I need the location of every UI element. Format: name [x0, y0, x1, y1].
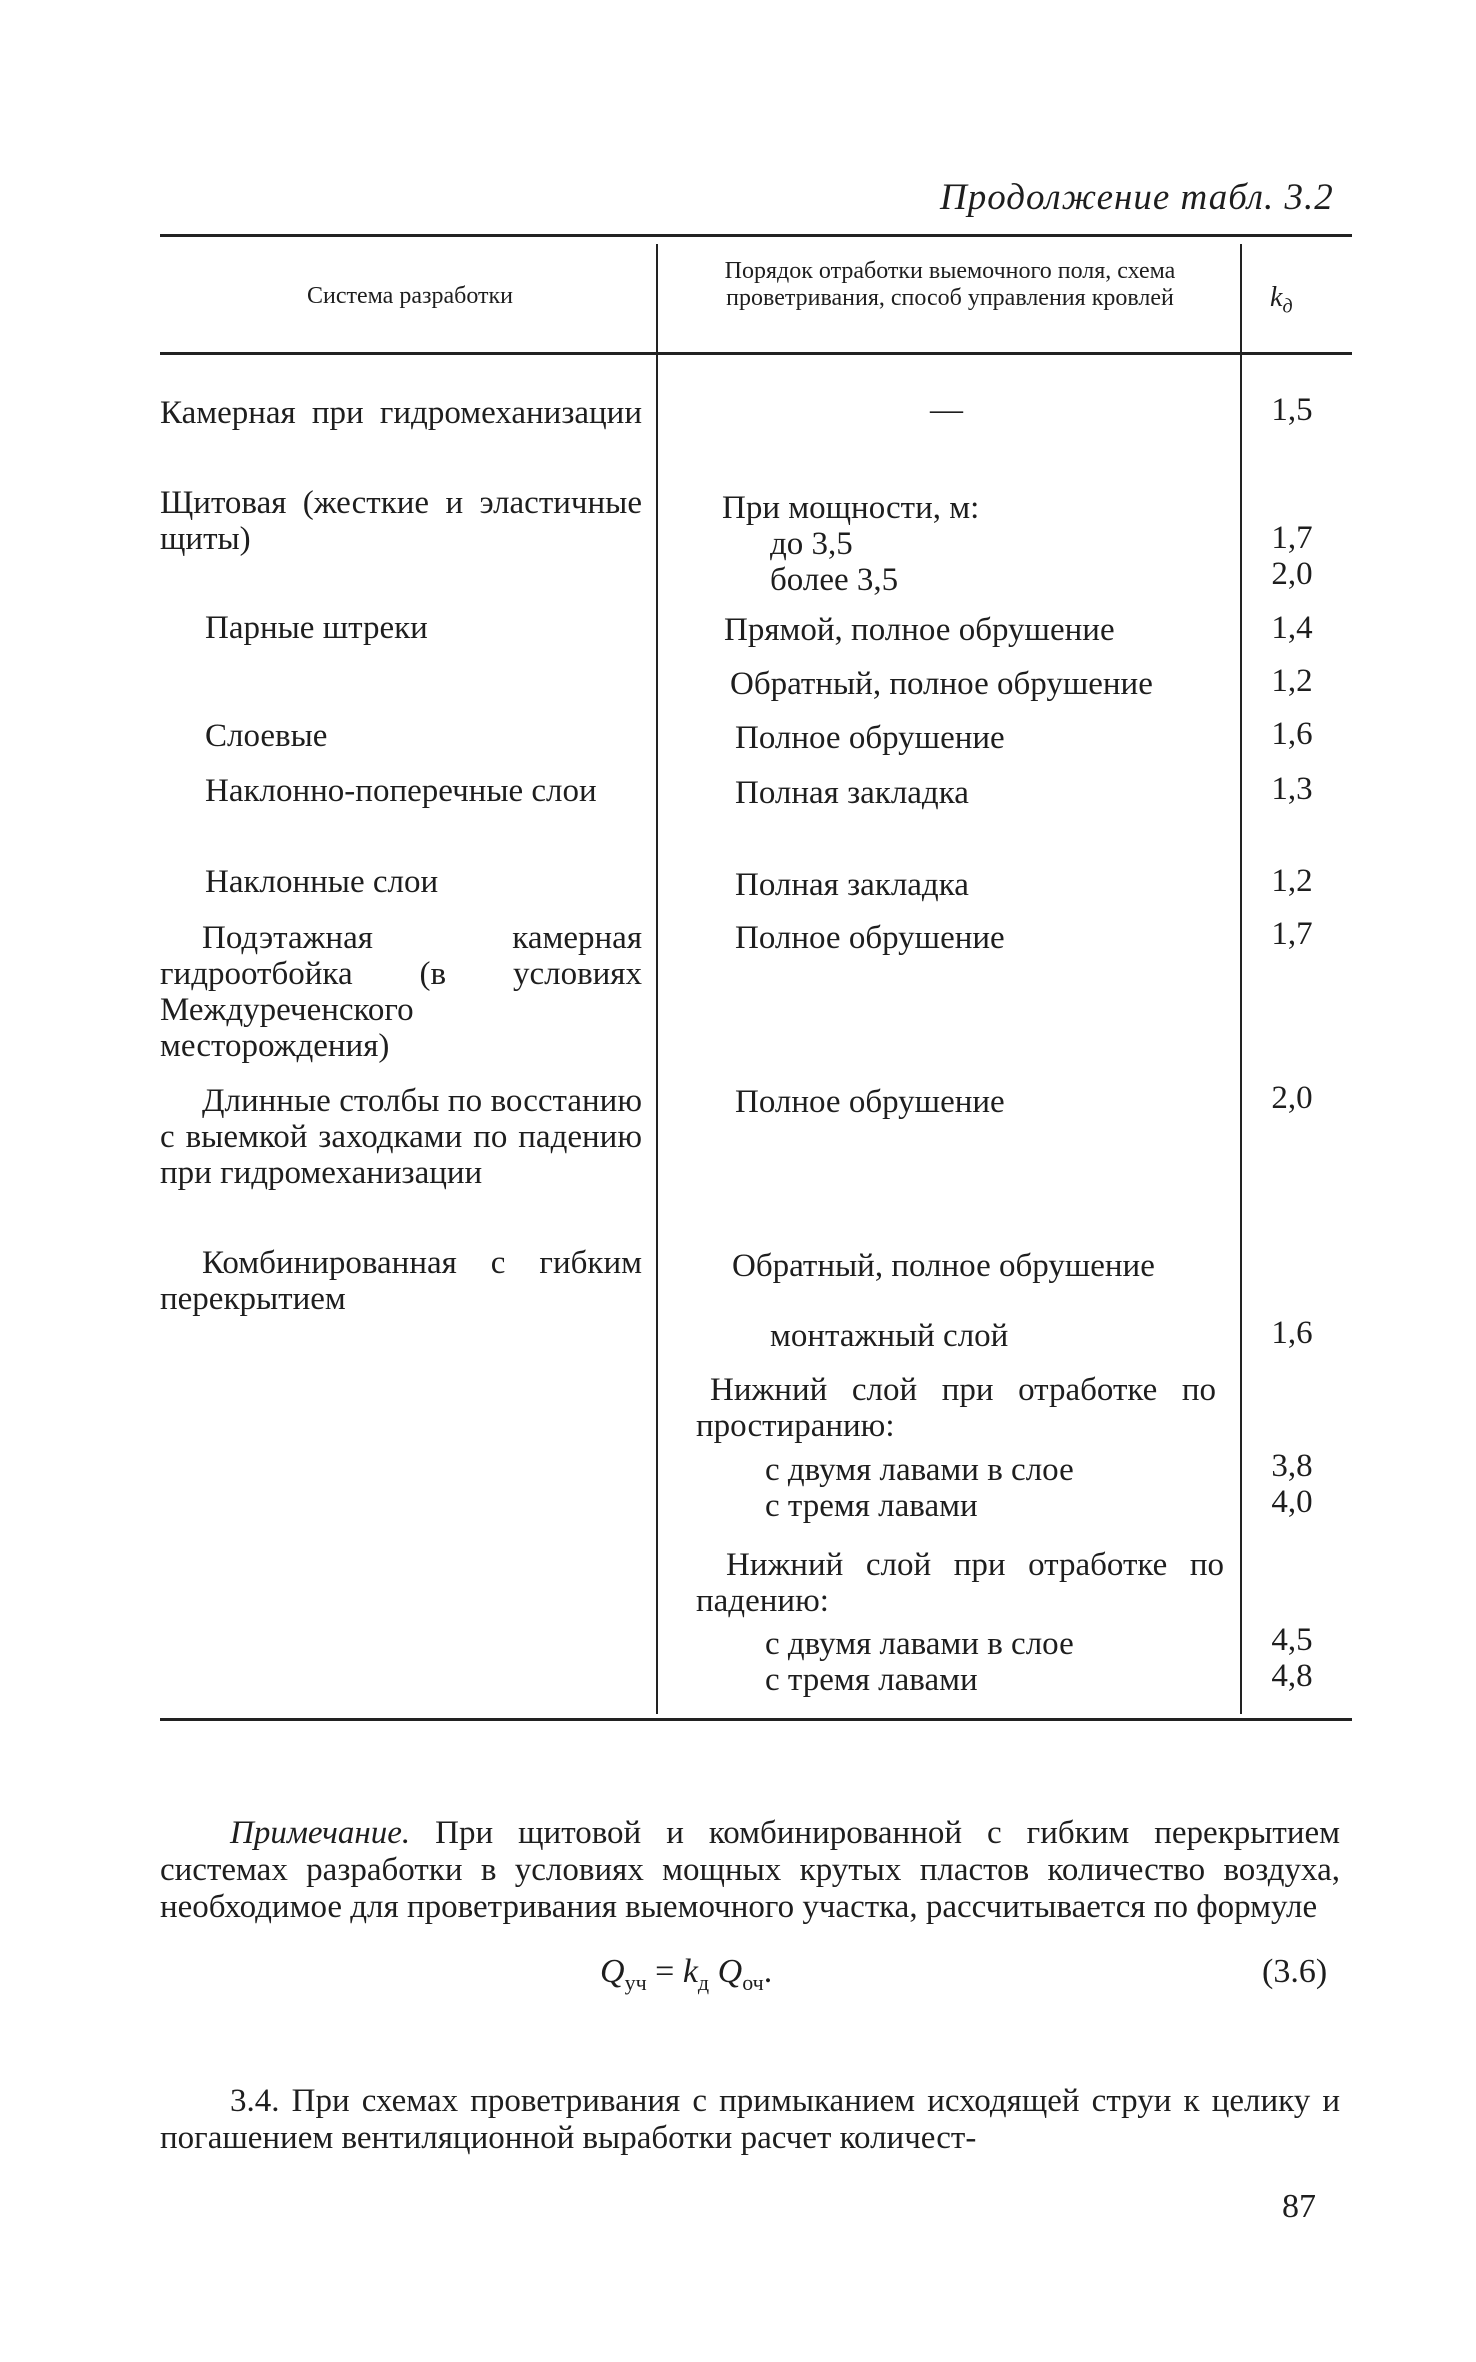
row-5-order: Полная закладка: [735, 775, 969, 811]
header-system: Система разработки: [307, 283, 513, 309]
row-9-value-4: 4,5: [1271, 1622, 1313, 1658]
row-9-order-line-4: с двумя лавами в слое: [765, 1452, 1074, 1488]
row-3-system: Парные штреки: [205, 610, 428, 646]
table-caption: Продолжение табл. 3.2: [940, 177, 1334, 218]
row-2-order-line-1: При мощности, м:: [722, 490, 980, 526]
row-1-order: —: [930, 392, 963, 428]
row-6-order: Полная закладка: [735, 867, 969, 903]
row-6-system: Наклонные слои: [205, 864, 439, 900]
row-9-order-line-5: с тремя лавами: [765, 1488, 978, 1524]
row-4-value: 1,6: [1271, 716, 1313, 752]
row-1-value: 1,5: [1271, 392, 1313, 428]
equation-number: (3.6): [1262, 1953, 1328, 1990]
section-paragraph: [160, 2083, 1340, 2157]
note-text: При щитовой и комбинированной с гибким перекрытием системах разработки в условиях мощных крутых пластов количество воздуха, необходимое для проветривания выемочного участка, рассчитывается по формуле: [160, 1815, 1341, 1925]
row-4-system: Слоевые: [205, 718, 328, 754]
table-top-rule: [160, 234, 1352, 237]
header-k-sub: д: [1282, 295, 1293, 318]
formula: $Q_{уч} = k_д$ $Q_{оч}$.: [600, 1953, 773, 1995]
column-divider-2: [1240, 244, 1242, 1714]
table-bottom-rule: [160, 1718, 1352, 1721]
row-3-value-1: 1,4: [1271, 610, 1313, 646]
row-3-order-line-2: Обратный, полное обрушение: [730, 666, 1153, 702]
row-6-value: 1,2: [1271, 863, 1313, 899]
row-8-order: Полное обрушение: [735, 1084, 1005, 1120]
row-9-order-line-3: Нижний слой при отработке по простиранию:: [696, 1372, 1216, 1444]
column-divider-1: [656, 244, 658, 1714]
row-9-order-line-7: с двумя лавами в слое: [765, 1626, 1074, 1662]
header-k: $k_д$: [1270, 282, 1293, 318]
row-9-order-line-8: с тремя лавами: [765, 1662, 978, 1698]
row-9-system: Комбинированная с гибким перекрытием: [160, 1245, 642, 1317]
page-number: 87: [1282, 2188, 1316, 2225]
table-header-rule: [160, 352, 1352, 355]
row-8-system: Длинные столбы по восстанию с выемкой заходками по падению при гидромеханизации: [160, 1083, 642, 1191]
row-3-order-line-1: Прямой, полное обрушение: [724, 612, 1115, 648]
row-7-value: 1,7: [1271, 916, 1313, 952]
row-2-system: Щитовая (жесткие и эластичные щиты): [160, 485, 642, 557]
row-2-value-1: 1,7: [1271, 520, 1313, 556]
note-label: Примечание.: [230, 1815, 411, 1851]
row-9-value-5: 4,8: [1271, 1658, 1313, 1694]
row-2-order-line-2: до 3,5: [770, 526, 853, 562]
row-9-value-2: 3,8: [1271, 1448, 1313, 1484]
row-9-order-line-6: Нижний слой при отработке по падению:: [696, 1547, 1224, 1619]
section-paragraph-text: 3.4. При схемах проветривания с примыканием исходящей струи к целику и погашением вентиляционной выработки расчет количест-: [160, 2083, 1340, 2156]
row-9-order-line-2: монтажный слой: [770, 1318, 1009, 1354]
row-5-system: Наклонно-поперечные слои: [205, 773, 597, 809]
row-9-value-3: 4,0: [1271, 1484, 1313, 1520]
row-3-value-2: 1,2: [1271, 663, 1313, 699]
table-note: [160, 1815, 1340, 1926]
row-2-order-line-3: более 3,5: [770, 562, 899, 598]
header-order: Порядок отработки выемочного поля, схема проветривания, способ управления кровлей: [724, 258, 1176, 311]
row-8-value: 2,0: [1271, 1080, 1313, 1116]
row-9-order-line-1: Обратный, полное обрушение: [732, 1248, 1155, 1284]
row-5-value: 1,3: [1271, 771, 1313, 807]
row-1-system: Камерная при гидромеханизации: [160, 395, 642, 431]
row-2-value-2: 2,0: [1271, 556, 1313, 592]
row-4-order: Полное обрушение: [735, 720, 1005, 756]
row-7-order: Полное обрушение: [735, 920, 1005, 956]
row-9-value-1: 1,6: [1271, 1315, 1313, 1351]
row-7-system: Подэтажная камерная гидроотбойка (в условиях Междуреченского месторождения): [160, 920, 642, 1064]
